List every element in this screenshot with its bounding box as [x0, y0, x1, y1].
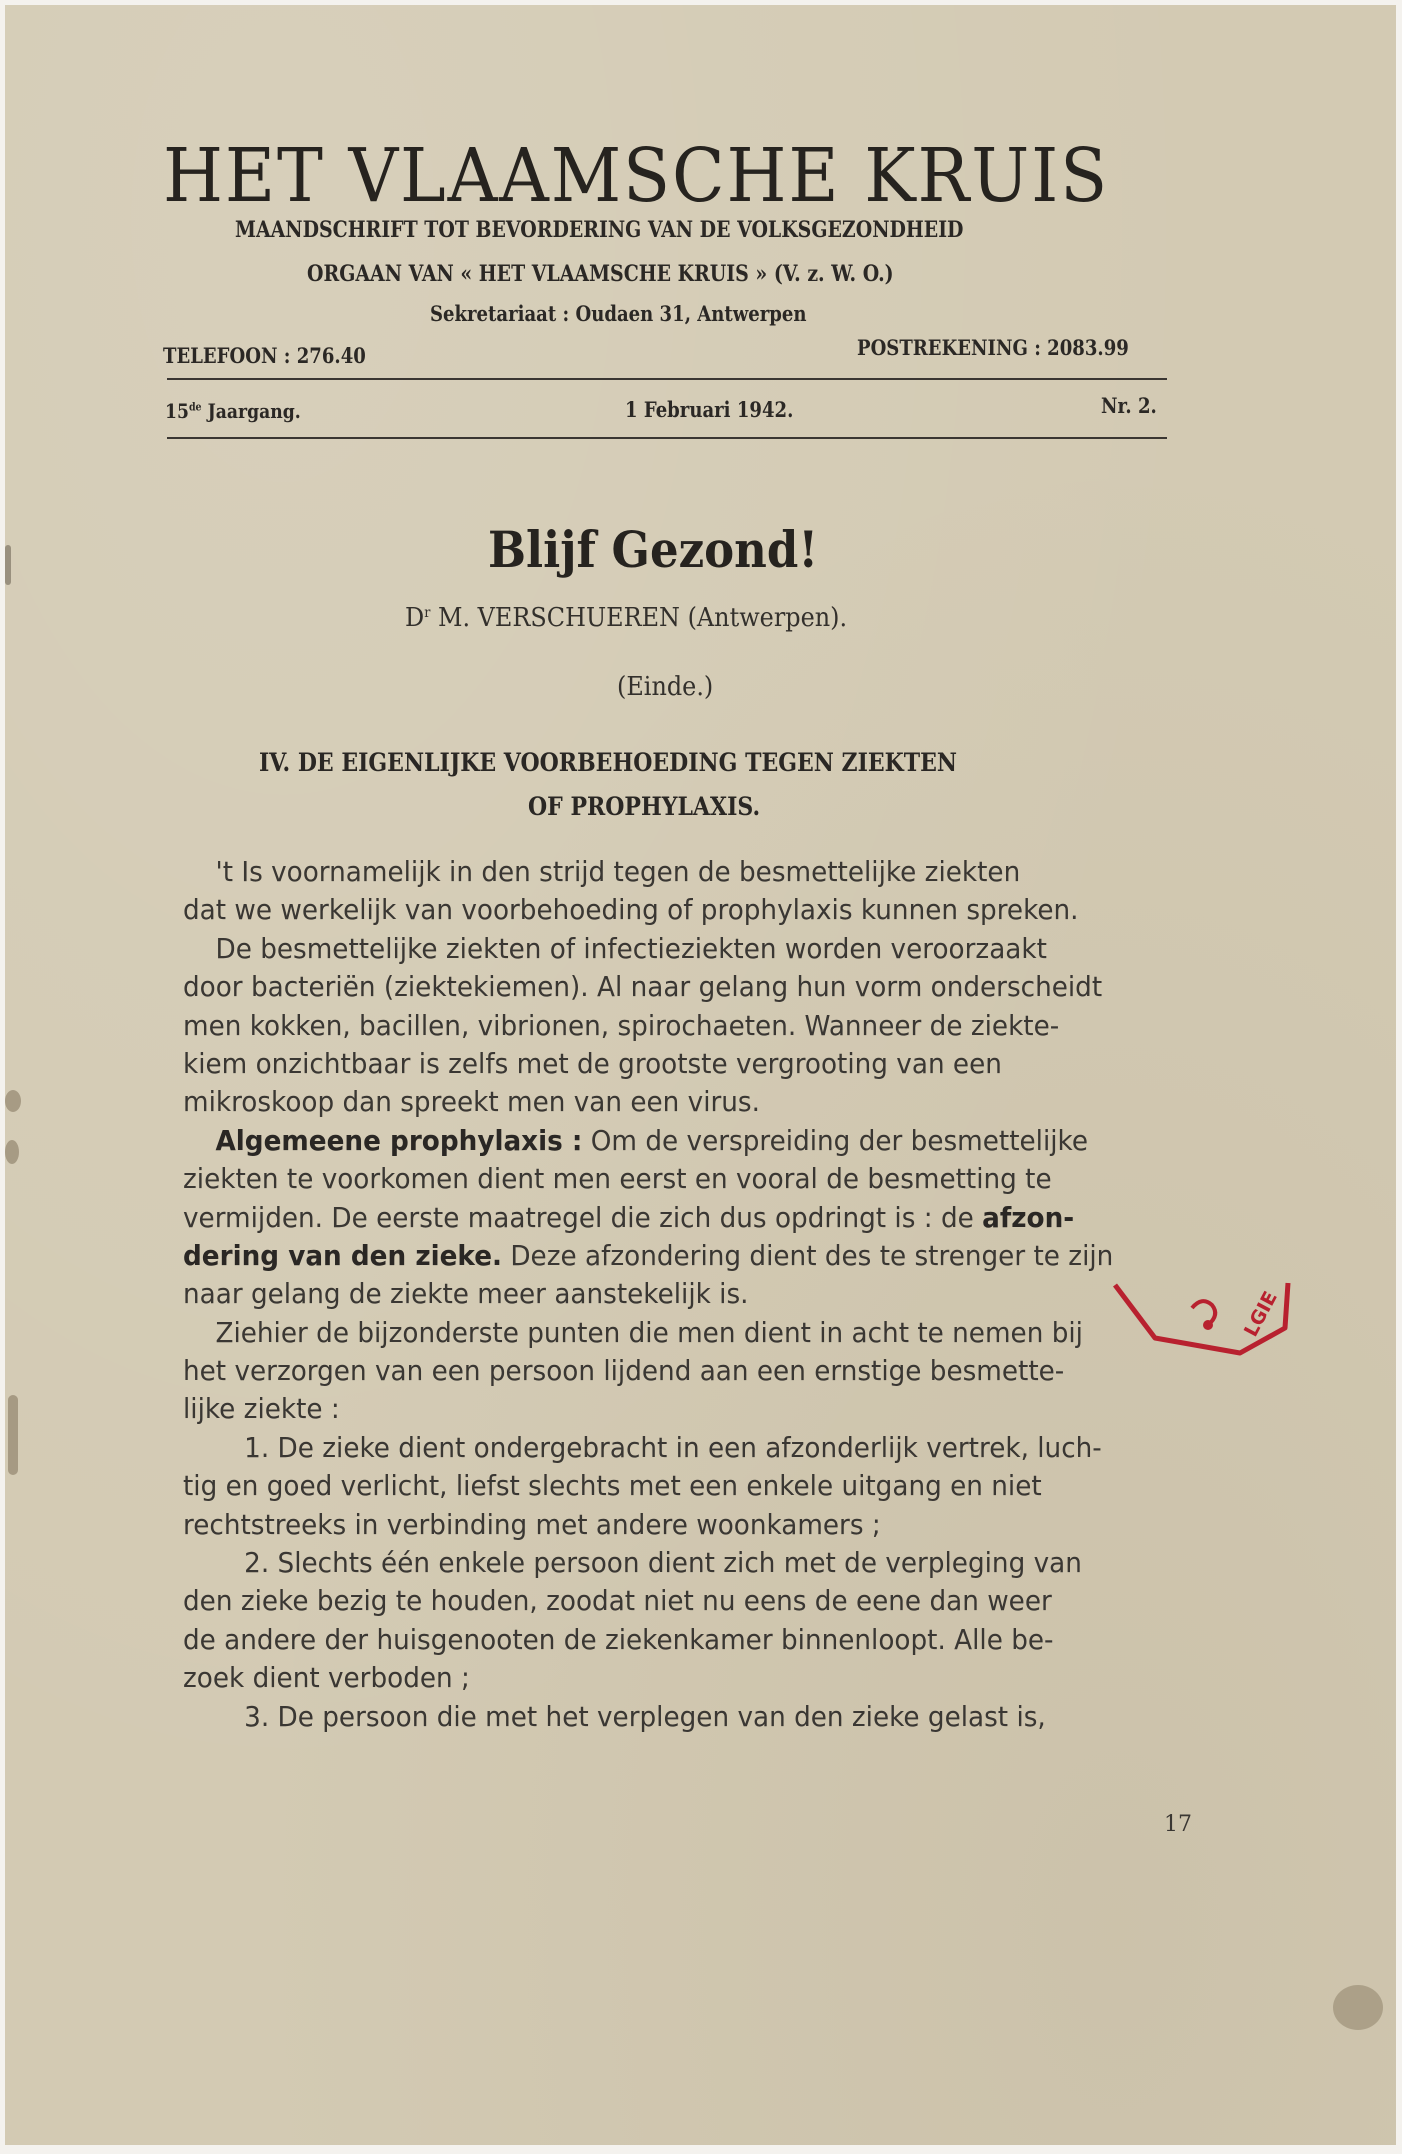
masthead-secretariat: Sekretariaat : Oudaen 31, Antwerpen	[430, 301, 807, 326]
stain-mark	[5, 545, 11, 585]
masthead-organ: ORGAAN VAN « HET VLAAMSCHE KRUIS » (V. z. W. O.)	[307, 261, 894, 287]
list-item-line: de andere der huisgenooten de ziekenkamer binnenloopt. Alle be-	[183, 1623, 1054, 1656]
list-item-line: den zieke bezig te houden, zoodat niet nu eens de eene dan weer	[183, 1585, 1052, 1618]
author-prefix-sup: r	[424, 605, 431, 621]
body-line-rest: Om de verspreiding der besmettelijke	[582, 1124, 1088, 1157]
bold-term: dering van den zieke.	[183, 1239, 502, 1272]
body-line	[183, 1199, 1128, 1237]
body-line: De besmettelijke ziekten of infectieziekten worden veroorzaakt	[215, 932, 1047, 965]
body-line: men kokken, bacillen, vibrionen, spirochaeten. Wanneer de ziekte-	[183, 1009, 1060, 1042]
body-line	[183, 1237, 1128, 1275]
body-line: mikroskoop dan spreekt men van een virus.	[183, 1086, 760, 1119]
body-line: naar gelang de ziekte meer aanstekelijk is.	[183, 1278, 749, 1311]
volume-label: Jaargang.	[207, 399, 301, 423]
section-heading-line2: OF PROPHYLAXIS.	[528, 792, 761, 821]
list-item-line: zoek dient verboden ;	[183, 1662, 470, 1695]
header-rule-top	[167, 378, 1167, 380]
author-prefix: D	[405, 603, 425, 633]
body-line: dat we werkelijk van voorbehoeding of prophylaxis kunnen spreken.	[183, 894, 1079, 927]
body-line: het verzorgen van een persoon lijdend aan een ernstige besmette-	[183, 1355, 1065, 1388]
body-line: 't Is voornamelijk in den strijd tegen de besmettelijke ziekten	[215, 856, 1021, 888]
stamp-mark	[1192, 1301, 1215, 1325]
body-line: Ziehier de bijzonderste punten die men dient in acht te nemen bij	[215, 1316, 1083, 1349]
body-line: lijke ziekte :	[183, 1393, 340, 1426]
section-heading-line1: IV. DE EIGENLIJKE VOORBEHOEDING TEGEN ZIEKTEN	[259, 748, 958, 777]
list-item-line: tig en goed verlicht, liefst slechts met een enkele uitgang en niet	[183, 1470, 1042, 1503]
body-line	[183, 1122, 1128, 1160]
stain-mark	[8, 1395, 18, 1475]
article-title: Blijf Gezond!	[488, 520, 819, 579]
volume-number: 15	[165, 399, 189, 423]
document-page	[5, 5, 1396, 2145]
stain-mark	[5, 1140, 19, 1164]
header-rule-bottom	[167, 437, 1167, 439]
list-item-line: rechtstreeks in verbinding met andere woonkamers ;	[183, 1508, 881, 1541]
list-item-line: 3. De persoon die met het verplegen van den zieke gelast is,	[244, 1700, 1046, 1733]
body-line: door bacteriën (ziektekiemen). Al naar gelang hun vorm onderscheidt	[183, 971, 1103, 1004]
masthead-subtitle: MAANDSCHRIFT TOT BEVORDERING VAN DE VOLKSGEZONDHEID	[235, 217, 964, 243]
masthead-title: HET VLAAMSCHE KRUIS	[163, 133, 1110, 219]
issue-volume	[165, 399, 301, 423]
masthead-phone: TELEFOON : 276.40	[163, 343, 366, 368]
page-number: 17	[1164, 1812, 1192, 1837]
volume-suffix: de	[188, 400, 202, 414]
body-line: ziekten te voorkomen dient men eerst en vooral de besmetting te	[183, 1163, 1052, 1196]
issue-number: Nr. 2.	[1101, 393, 1157, 418]
bold-term: Algemeene prophylaxis :	[215, 1124, 583, 1157]
list-item-line: 2. Slechts één enkele persoon dient zich met de verpleging van	[244, 1547, 1082, 1580]
issue-date: 1 Februari 1942.	[625, 397, 794, 422]
article-body	[183, 853, 1173, 1736]
masthead-postal-account: POSTREKENING : 2083.99	[857, 335, 1129, 360]
article-continuation: (Einde.)	[617, 672, 714, 702]
article-author	[405, 603, 847, 633]
body-line: kiem onzichtbaar is zelfs met de grootste vergrooting van een	[183, 1047, 1002, 1080]
stain-mark	[1333, 1985, 1383, 2030]
stamp-dot	[1203, 1320, 1213, 1330]
body-line-rest: Deze afzondering dient des te strenger te zijn	[501, 1239, 1114, 1272]
body-line-start: vermijden. De eerste maatregel die zich dus opdringt is : de	[183, 1201, 983, 1234]
author-name: M. VERSCHUEREN (Antwerpen).	[437, 603, 848, 633]
list-item-line: 1. De zieke dient ondergebracht in een afzonderlijk vertrek, luch-	[244, 1431, 1102, 1464]
library-stamp-icon	[1110, 1273, 1340, 1383]
stamp-text: LGIE	[1239, 1287, 1282, 1341]
stain-mark	[5, 1090, 21, 1112]
bold-term: afzon-	[982, 1201, 1075, 1234]
